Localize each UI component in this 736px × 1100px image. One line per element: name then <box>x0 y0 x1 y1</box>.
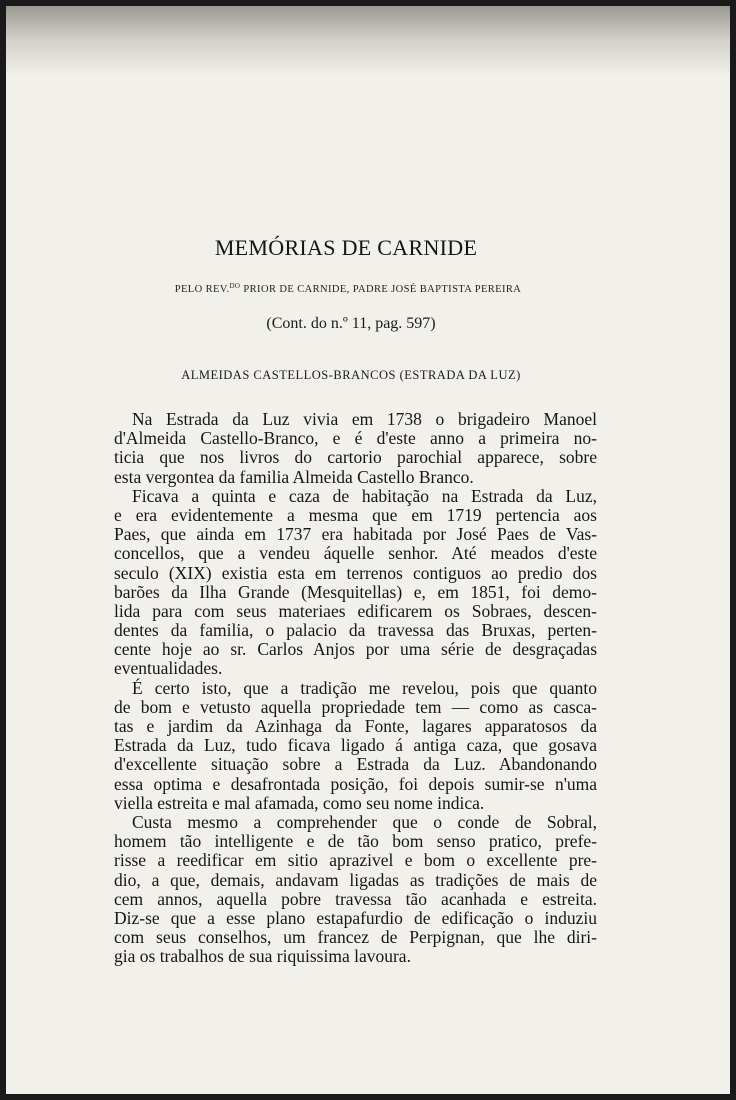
byline-superscript: DO <box>229 282 241 290</box>
text-line: Custa mesmo a comprehender que o conde de Sobral, <box>132 811 597 832</box>
text-line: risse a reedificar em sitio aprazivel e bom o excellente pre- <box>114 850 597 871</box>
text-line: e era evidentemente a mesma que em 1719 pertencia aos <box>114 504 597 525</box>
text-line: viella estreita e mal afamada, como seu nome indica. <box>114 792 485 813</box>
section-title: ALMEIDAS CASTELLOS-BRANCOS (ESTRADA DA LUZ) <box>181 368 521 382</box>
text-line: Paes, que ainda em 1737 era habitada por José Paes de Vas- <box>114 524 597 545</box>
byline-author: PRIOR DE CARNIDE, PADRE JOSÉ BAPTISTA PEREIRA <box>240 284 522 295</box>
body-text <box>114 410 597 966</box>
text-line: lida para com seus materiaes edificarem os Sobraes, descen- <box>114 600 597 621</box>
text-line: cente hoje ao sr. Carlos Anjos por uma série de desgraçadas <box>114 639 597 660</box>
text-line: de bom e vetusto aquella propriedade tem — como as casca- <box>114 696 597 717</box>
article-title: MEMÓRIAS DE CARNIDE <box>214 235 478 260</box>
text-line: gia os trabalhos de sua riquissima lavoura. <box>114 946 411 967</box>
document-page <box>6 6 730 1094</box>
text-line: com seus conselhos, um francez de Perpignan, que lhe diri- <box>114 927 597 948</box>
text-line: esta vergontea da familia Almeida Castello Branco. <box>114 466 474 487</box>
text-line: ticia que nos livros do cartorio parochial apparece, sobre <box>114 447 597 468</box>
text-line: dentes da familia, o palacio da travessa das Bruxas, perten- <box>114 620 597 641</box>
text-line: barões da Ilha Grande (Mesquitellas) e, em 1851, foi demo- <box>114 581 597 602</box>
text-line: seculo (XIX) existia esta em terrenos contiguos ao predio dos <box>114 562 597 583</box>
continuation-note: (Cont. do n.º 11, pag. 597) <box>266 315 436 332</box>
text-line: d'excellente situação sobre a Estrada da Luz. Abandonando <box>114 754 597 775</box>
text-line: Na Estrada da Luz vivia em 1738 o brigadeiro Manoel <box>132 409 597 429</box>
text-line: essa optima e desafrontada posição, foi depois sumir-se n'uma <box>114 773 597 794</box>
text-line: Ficava a quinta e caza de habitação na Estrada da Luz, <box>132 485 597 506</box>
text-line: cem annos, aquella pobre travessa tão acanhada e estreita. <box>114 888 597 909</box>
text-line: É certo isto, que a tradição me revelou, pois que quanto <box>132 677 597 698</box>
text-line: Estrada da Luz, tudo ficava ligado á antiga caza, que gosava <box>114 735 597 756</box>
text-line: homem tão intelligente e de tão bom senso pratico, prefe- <box>114 831 597 852</box>
text-line: tas e jardim da Azinhaga da Fonte, lagares apparatosos da <box>114 716 597 736</box>
byline-prefix: PELO REV. <box>174 284 230 295</box>
text-line: concellos, que a vendeu áquelle senhor. Até meados d'este <box>114 543 597 564</box>
text-line: Diz-se que a esse plano estapafurdio de edificação o induziu <box>114 907 597 928</box>
text-line: dio, a que, demais, andavam ligadas as tradições de mais de <box>114 869 597 890</box>
scan-shadow <box>6 6 730 76</box>
text-line: eventualidades. <box>114 658 223 679</box>
text-line: d'Almeida Castello-Branco, e é d'este anno a primeira no- <box>114 428 597 449</box>
article-byline <box>6 282 690 295</box>
